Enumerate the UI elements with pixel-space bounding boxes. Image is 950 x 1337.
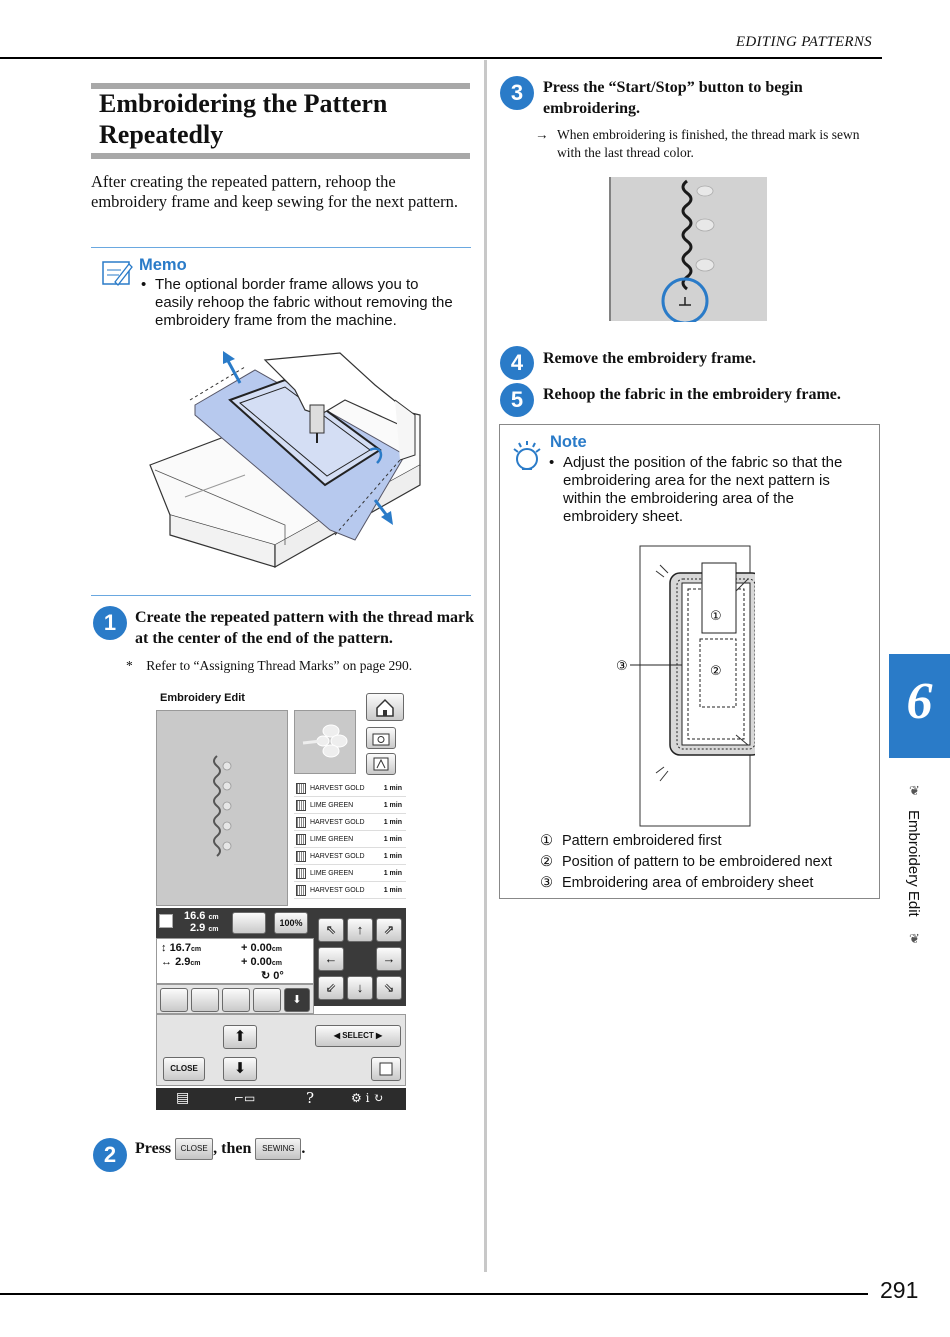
memo-icon	[101, 258, 133, 288]
move-left-button[interactable]: ←	[318, 947, 344, 971]
control-area	[156, 1014, 406, 1086]
home-icon	[367, 694, 403, 720]
thread-row[interactable]: HARVEST GOLD 1 min	[294, 814, 406, 831]
step-4-badge: 4	[500, 346, 534, 380]
embroidery-sample-photo	[609, 177, 768, 322]
step-2-text: Press CLOSE , then SEWING .	[135, 1138, 475, 1160]
thread-row[interactable]: LIME GREEN 1 min	[294, 831, 406, 848]
offset-y-value: + 0.00cm	[241, 956, 283, 968]
close-button[interactable]: CLOSE	[163, 1057, 205, 1081]
spool-icon	[296, 800, 306, 811]
hoop-diagram	[610, 545, 755, 827]
move-up-left-button[interactable]: ⇖	[318, 918, 344, 942]
spool-icon	[296, 817, 306, 828]
pattern-thumbnail	[294, 710, 356, 774]
offset-x-value: + 0.00cm	[241, 942, 283, 954]
vertical-repeat-button[interactable]	[160, 988, 188, 1012]
step-1-note: * Refer to “Assigning Thread Marks” on page 290.	[126, 658, 413, 673]
help-icon[interactable]: ?	[306, 1089, 315, 1107]
move-up-right-button[interactable]: ⇗	[376, 918, 402, 942]
side-label	[905, 780, 929, 960]
note-icon	[510, 437, 544, 477]
flower-icon	[295, 711, 357, 775]
spool-icon	[296, 834, 306, 845]
step-3-badge: 3	[500, 76, 534, 110]
ornament-icon: ❦	[909, 784, 920, 799]
move-down-right-button[interactable]: ⇘	[376, 976, 402, 1000]
width-value: ↔ 2.9cm	[161, 956, 201, 968]
settings-icon[interactable]: ⚙ i ↻	[351, 1091, 384, 1105]
memo-rule-top	[91, 247, 471, 248]
spool-icon	[296, 851, 306, 862]
intro-text: After creating the repeated pattern, rehoop the embroidery frame and keep sewing for the next pattern.	[91, 172, 458, 211]
down-arrow-button[interactable]: ⬇	[223, 1057, 257, 1081]
move-right-button[interactable]: →	[376, 947, 402, 971]
size-icon	[159, 914, 173, 928]
svg-text:①: ①	[710, 609, 722, 624]
step-2-badge: 2	[93, 1138, 127, 1172]
up-arrow-button[interactable]: ⬆	[223, 1025, 257, 1049]
angle-value: ↻ 0°	[261, 970, 284, 982]
machine-illustration	[145, 345, 425, 575]
pattern-display[interactable]	[156, 710, 288, 906]
camera-button[interactable]	[366, 727, 396, 749]
move-up-button[interactable]: ↑	[347, 918, 373, 942]
side-label-text: Embroidery Edit	[905, 810, 922, 917]
size-height: 2.9 cm	[190, 922, 219, 934]
scan-icon	[367, 754, 395, 774]
running-head: EDITING PATTERNS	[735, 34, 872, 50]
select-all-button[interactable]	[371, 1057, 401, 1081]
frame-display-button[interactable]	[232, 912, 266, 934]
step-5-text: Rehoop the fabric in the embroidery frame.	[543, 386, 841, 403]
spool-icon	[296, 783, 306, 794]
thread-row[interactable]: HARVEST GOLD 1 min	[294, 848, 406, 865]
spool-icon	[296, 885, 306, 896]
screen-title: Embroidery Edit	[160, 692, 245, 704]
footer-rule	[0, 1293, 868, 1295]
memo-rule-bottom	[91, 595, 471, 596]
note-text: • Adjust the position of the fabric so that the embroidering area for the next pattern is within the embroidering area of the embroidery sheet.	[549, 454, 843, 525]
move-down-left-button[interactable]: ⇙	[318, 976, 344, 1000]
move-down-button[interactable]: ↓	[347, 976, 373, 1000]
machine-icon[interactable]: ⌐▭	[234, 1091, 256, 1105]
legend-item: ① Pattern embroidered first	[540, 833, 722, 849]
page-number: 291	[880, 1277, 919, 1303]
section-title: Embroidering the Pattern Repeatedly	[99, 89, 388, 149]
size-width: 16.6 cm	[184, 910, 219, 922]
values-panel	[156, 938, 314, 984]
thread-row[interactable]: HARVEST GOLD 1 min	[294, 780, 406, 797]
camera-icon	[367, 728, 395, 748]
sewing-inline-button: SEWING	[255, 1138, 301, 1160]
chapter-number: 6	[906, 673, 933, 730]
thread-list[interactable]	[294, 780, 406, 904]
header-rule	[0, 57, 882, 59]
svg-text:③: ③	[616, 659, 628, 674]
vertical-spacing-button[interactable]	[222, 988, 250, 1012]
thread-row[interactable]: LIME GREEN 1 min	[294, 797, 406, 814]
legend-item: ③ Embroidering area of embroidery sheet	[540, 875, 814, 891]
ornament-icon: ❦	[909, 932, 920, 947]
repeat-toolbar	[156, 984, 314, 1014]
spool-icon	[296, 868, 306, 879]
step-5-badge: 5	[500, 383, 534, 417]
horizontal-spacing-button[interactable]	[253, 988, 281, 1012]
square-icon	[372, 1058, 400, 1080]
arrow-pad	[314, 914, 406, 1006]
thread-row[interactable]: HARVEST GOLD 1 min	[294, 882, 406, 899]
step-1-badge: 1	[93, 606, 127, 640]
step-3-note: → When embroidering is finished, the thread mark is sewn with the last thread color.	[535, 127, 860, 160]
title-bar-bottom	[91, 153, 470, 159]
embroidery-edit-screen	[156, 690, 406, 1110]
column-divider	[484, 60, 487, 1272]
thread-row[interactable]: LIME GREEN 1 min	[294, 865, 406, 882]
home-button[interactable]	[366, 693, 404, 721]
step-1-text: Create the repeated pattern with the thread mark at the center of the end of the pattern.	[135, 609, 475, 647]
zoom-button[interactable]: 100%	[274, 912, 308, 934]
note-heading: Note	[550, 433, 587, 451]
legend-item: ② Position of pattern to be embroidered next	[540, 854, 833, 870]
step-4-text: Remove the embroidery frame.	[543, 350, 756, 367]
height-value: ↕ 16.7cm	[161, 942, 202, 954]
thread-mark-button[interactable]: ⬇	[284, 988, 310, 1012]
svg-text:②: ②	[710, 664, 722, 679]
horizontal-repeat-button[interactable]	[191, 988, 219, 1012]
bottom-nav	[156, 1088, 406, 1110]
memo-heading: Memo	[139, 256, 187, 274]
pattern-preview	[157, 711, 289, 907]
step-3-text: Press the “Start/Stop” button to begin embroidering.	[543, 79, 803, 117]
list-icon[interactable]: ▤	[176, 1090, 190, 1106]
select-button[interactable]: ◀ SELECT ▶	[315, 1025, 401, 1047]
memo-text: • The optional border frame allows you to easily rehoop the fabric without removing the embroidery frame from the machine.	[141, 276, 453, 329]
close-inline-button: CLOSE	[175, 1138, 213, 1160]
needle-view-button[interactable]	[366, 753, 396, 775]
